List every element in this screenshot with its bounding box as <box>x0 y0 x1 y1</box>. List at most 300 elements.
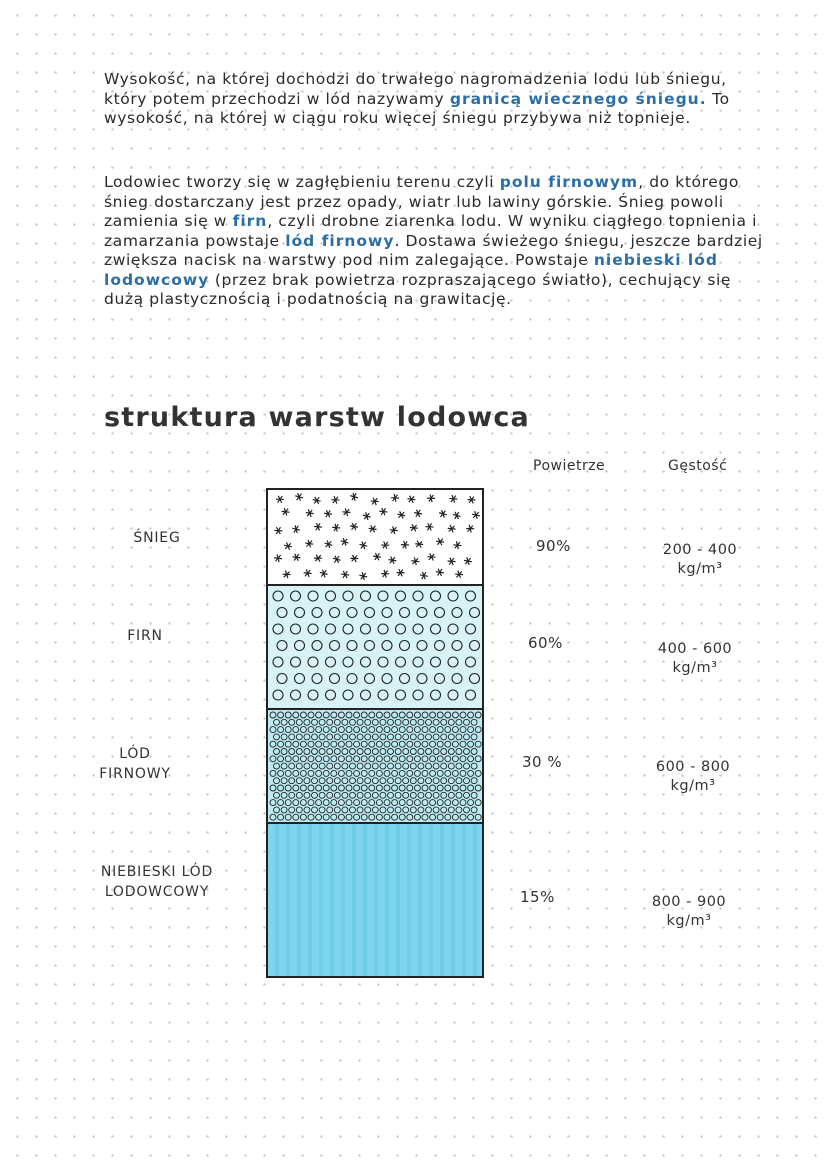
grain-icon <box>475 770 481 776</box>
grain-icon <box>361 624 371 634</box>
grain-icon <box>437 756 443 762</box>
grain-icon <box>291 657 301 667</box>
grain-icon <box>319 807 325 813</box>
grain-icon <box>399 814 405 820</box>
grain-icon <box>448 792 454 798</box>
grain-icon <box>369 741 375 747</box>
snowflake-icon <box>436 538 444 545</box>
grain-icon <box>400 674 410 684</box>
grain-icon <box>471 792 477 798</box>
grain-icon <box>422 770 428 776</box>
snowflake-icon <box>341 571 349 578</box>
grain-icon <box>327 763 333 769</box>
grain-icon <box>274 792 280 798</box>
grain-icon <box>323 741 329 747</box>
grain-icon <box>316 814 322 820</box>
grain-icon <box>331 770 337 776</box>
grain-icon <box>437 770 443 776</box>
grain-icon <box>346 756 352 762</box>
grain-icon <box>293 785 299 791</box>
grain-icon <box>342 778 348 784</box>
grain-icon <box>327 792 333 798</box>
grain-icon <box>319 749 325 755</box>
grain-icon <box>316 800 322 806</box>
grain-icon <box>323 770 329 776</box>
grain-icon <box>430 756 436 762</box>
layer-label-snow: ŚNIEG <box>133 530 181 546</box>
grain-icon <box>460 712 466 718</box>
grain-icon <box>384 756 390 762</box>
grain-icon <box>296 749 302 755</box>
snowflake-icon <box>468 496 476 503</box>
grain-icon <box>291 624 301 634</box>
grain-icon <box>470 674 480 684</box>
grain-icon <box>445 800 451 806</box>
grain-icon <box>296 807 302 813</box>
grain-icon <box>289 807 295 813</box>
grain-icon <box>376 814 382 820</box>
grain-icon <box>338 785 344 791</box>
grain-icon <box>338 800 344 806</box>
paragraph-text: , czyli drobne ziarenka lodu. W wyniku ciągłego topnienia i zamarzania powstaje <box>104 212 757 250</box>
snowflake-icon <box>391 494 399 502</box>
grain-icon <box>342 792 348 798</box>
grain-icon <box>365 719 371 725</box>
grain-icon <box>407 741 413 747</box>
snowflake-icon <box>420 572 428 579</box>
grain-icon <box>441 763 447 769</box>
snowflake-icon <box>466 525 474 533</box>
highlight-term-blue-ice: niebieski lód lodowcowy <box>104 251 718 289</box>
grain-icon <box>426 719 432 725</box>
snowflake-icon <box>284 542 292 549</box>
grain-icon <box>441 778 447 784</box>
grain-icon <box>281 734 287 740</box>
grain-icon <box>422 800 428 806</box>
grain-icon <box>312 749 318 755</box>
grain-icon <box>346 785 352 791</box>
grain-icon <box>456 734 462 740</box>
grain-icon <box>395 734 401 740</box>
grain-icon <box>460 727 466 733</box>
grain-icon <box>316 770 322 776</box>
grain-icon <box>471 763 477 769</box>
grain-icon <box>392 712 398 718</box>
snowflake-icon <box>388 557 396 564</box>
grain-icon <box>308 591 318 601</box>
column-header-density: Gęstość <box>668 458 728 474</box>
grain-icon <box>342 763 348 769</box>
snowflake-icon <box>410 524 418 531</box>
grain-icon <box>289 792 295 798</box>
grain-icon <box>464 749 470 755</box>
grain-icon <box>323 785 329 791</box>
snowflake-icon <box>453 512 461 519</box>
snowflake-icon <box>427 494 435 502</box>
grain-icon <box>414 814 420 820</box>
grain-icon <box>460 756 466 762</box>
grain-icon <box>273 657 283 667</box>
grain-icon <box>384 814 390 820</box>
grain-icon <box>407 712 413 718</box>
grain-icon <box>300 800 306 806</box>
grain-icon <box>418 734 424 740</box>
snowflake-icon <box>313 497 321 504</box>
grain-icon <box>464 734 470 740</box>
grain-icon <box>338 756 344 762</box>
grain-icon <box>293 712 299 718</box>
section-title: struktura warstw lodowca <box>104 402 530 433</box>
snowflake-icon <box>304 569 312 576</box>
grain-icon <box>475 741 481 747</box>
grain-icon <box>350 719 356 725</box>
grain-icon <box>304 734 310 740</box>
grain-icon <box>274 719 280 725</box>
grain-icon <box>475 785 481 791</box>
snowflake-icon <box>306 509 314 516</box>
grain-icon <box>369 770 375 776</box>
grain-icon <box>410 778 416 784</box>
grain-icon <box>388 763 394 769</box>
grain-icon <box>372 763 378 769</box>
grain-icon <box>312 792 318 798</box>
grain-icon <box>380 719 386 725</box>
grain-icon <box>308 770 314 776</box>
grain-icon <box>475 756 481 762</box>
snowflake-icon <box>396 569 404 576</box>
grain-icon <box>300 814 306 820</box>
grain-icon <box>452 800 458 806</box>
snowflake-icon <box>439 510 447 518</box>
grain-icon <box>433 792 439 798</box>
grain-icon <box>296 719 302 725</box>
grain-icon <box>293 727 299 733</box>
snowflake-icon <box>426 523 434 530</box>
grain-icon <box>273 690 283 700</box>
grain-icon <box>343 624 353 634</box>
grain-icon <box>380 749 386 755</box>
grain-icon <box>327 719 333 725</box>
grain-icon <box>384 712 390 718</box>
grain-icon <box>452 674 462 684</box>
grain-icon <box>395 763 401 769</box>
grain-icon <box>372 778 378 784</box>
grain-icon <box>334 719 340 725</box>
grain-icon <box>323 814 329 820</box>
grain-icon <box>365 749 371 755</box>
grain-icon <box>471 807 477 813</box>
grain-icon <box>426 734 432 740</box>
grain-icon <box>326 591 336 601</box>
grain-icon <box>270 712 276 718</box>
grain-icon <box>388 778 394 784</box>
grain-icon <box>319 763 325 769</box>
grain-icon <box>304 719 310 725</box>
grain-icon <box>312 674 322 684</box>
grain-icon <box>281 763 287 769</box>
grain-icon <box>296 792 302 798</box>
grain-icon <box>308 814 314 820</box>
grain-icon <box>316 741 322 747</box>
grain-icon <box>304 763 310 769</box>
grain-icon <box>471 734 477 740</box>
grain-icon <box>357 792 363 798</box>
grain-icon <box>437 800 443 806</box>
snowflake-icon <box>350 555 358 562</box>
density-value-firn: 400 - 600 kg/m³ <box>657 641 733 676</box>
grain-icon <box>346 727 352 733</box>
grain-icon <box>388 734 394 740</box>
grain-icon <box>312 608 322 618</box>
grain-icon <box>418 778 424 784</box>
grain-icon <box>357 734 363 740</box>
grain-icon <box>338 727 344 733</box>
grain-icon <box>334 734 340 740</box>
grain-icon <box>293 800 299 806</box>
grain-icon <box>445 727 451 733</box>
grain-icon <box>430 800 436 806</box>
grain-icon <box>343 657 353 667</box>
grain-icon <box>464 792 470 798</box>
snowflake-icon <box>472 511 480 519</box>
grain-icon <box>376 756 382 762</box>
grain-icon <box>441 749 447 755</box>
grain-icon <box>274 734 280 740</box>
grain-icon <box>331 785 337 791</box>
grain-icon <box>464 778 470 784</box>
grain-icon <box>376 800 382 806</box>
snowflake-icon <box>324 510 332 517</box>
grain-icon <box>452 770 458 776</box>
grain-icon <box>452 756 458 762</box>
grain-icon <box>441 734 447 740</box>
grain-icon <box>382 641 392 651</box>
grain-icon <box>361 727 367 733</box>
snowflake-icon <box>415 541 423 548</box>
grain-icon <box>403 749 409 755</box>
grain-icon <box>369 756 375 762</box>
air-value-firn-ice: 30 % <box>522 753 563 771</box>
grain-icon <box>357 719 363 725</box>
snowflake-pattern <box>268 490 482 584</box>
grain-icon <box>361 785 367 791</box>
grain-icon <box>466 690 476 700</box>
grain-icon <box>414 756 420 762</box>
grain-icon <box>354 800 360 806</box>
grain-icon <box>278 785 284 791</box>
grain-icon <box>304 778 310 784</box>
grain-icon <box>326 690 336 700</box>
grain-icon <box>346 741 352 747</box>
grain-icon <box>365 763 371 769</box>
grain-icon <box>433 807 439 813</box>
grain-icon <box>330 641 340 651</box>
grain-icon <box>327 807 333 813</box>
grain-icon <box>270 814 276 820</box>
grain-icon <box>414 800 420 806</box>
grain-icon <box>365 608 375 618</box>
grain-icon <box>441 807 447 813</box>
grain-icon <box>410 749 416 755</box>
grain-icon <box>380 734 386 740</box>
grain-icon <box>296 763 302 769</box>
grain-icon <box>422 741 428 747</box>
grain-icon <box>304 792 310 798</box>
grain-icon <box>437 727 443 733</box>
grain-icon <box>270 727 276 733</box>
snowflake-icon <box>292 525 300 533</box>
grain-icon <box>437 712 443 718</box>
snowflake-icon <box>350 523 358 530</box>
grain-icon <box>418 763 424 769</box>
grain-icon <box>365 792 371 798</box>
grain-icon <box>400 641 410 651</box>
grain-icon <box>445 712 451 718</box>
grain-icon <box>376 770 382 776</box>
grain-icon <box>413 591 423 601</box>
snowflake-icon <box>333 556 341 563</box>
snowflake-icon <box>414 510 422 517</box>
grain-icon <box>323 727 329 733</box>
grain-icon <box>422 727 428 733</box>
grain-icon <box>403 719 409 725</box>
grain-icon <box>475 814 481 820</box>
grain-icon <box>289 763 295 769</box>
grain-icon <box>382 674 392 684</box>
grain-icon <box>430 727 436 733</box>
grain-icon <box>445 756 451 762</box>
grain-icon <box>289 778 295 784</box>
grain-icon <box>456 807 462 813</box>
grain-icon <box>308 756 314 762</box>
grain-icon <box>270 770 276 776</box>
snowflake-icon <box>369 525 377 532</box>
grain-icon <box>372 749 378 755</box>
grain-icon <box>295 641 305 651</box>
grain-icon <box>291 690 301 700</box>
grain-icon <box>361 712 367 718</box>
paragraph-text: Wysokość, na której dochodzi do trwałego nagromadzenia lodu lub śniegu, który potem przechodzi w lód nazywamy <box>104 70 727 108</box>
grain-icon <box>361 756 367 762</box>
grain-icon <box>295 608 305 618</box>
grain-icon <box>354 741 360 747</box>
grain-icon <box>392 770 398 776</box>
grain-icon <box>357 778 363 784</box>
grain-icon <box>281 719 287 725</box>
grain-icon <box>378 591 388 601</box>
snowflake-icon <box>455 571 463 579</box>
snowflake-icon <box>314 523 322 530</box>
grain-icon <box>452 608 462 618</box>
grain-icon <box>308 727 314 733</box>
grain-icon <box>289 734 295 740</box>
grain-icon <box>448 719 454 725</box>
grain-icon <box>468 741 474 747</box>
grain-icon <box>431 591 441 601</box>
snowflake-icon <box>371 498 379 505</box>
layer-blue-ice <box>268 824 482 978</box>
snowflake-icon <box>379 508 387 515</box>
grain-icon <box>471 778 477 784</box>
grain-icon <box>413 690 423 700</box>
grain-icon <box>460 785 466 791</box>
grain-icon <box>338 770 344 776</box>
grain-icon <box>430 814 436 820</box>
grain-icon <box>304 807 310 813</box>
grain-icon <box>327 749 333 755</box>
grain-icon <box>430 712 436 718</box>
grain-icon <box>470 641 480 651</box>
grain-icon <box>448 749 454 755</box>
grain-icon <box>396 591 406 601</box>
grain-icon <box>343 591 353 601</box>
grain-icon <box>426 778 432 784</box>
snowflake-icon <box>282 508 290 516</box>
grain-icon <box>331 712 337 718</box>
grain-icon <box>300 741 306 747</box>
grain-icon <box>448 763 454 769</box>
grain-icon <box>399 770 405 776</box>
grain-icon <box>285 770 291 776</box>
snowflake-icon <box>350 493 358 501</box>
grain-icon <box>414 727 420 733</box>
grain-icon <box>316 756 322 762</box>
grain-icon <box>471 749 477 755</box>
grain-icon <box>399 785 405 791</box>
grain-icon <box>388 807 394 813</box>
grain-icon <box>407 785 413 791</box>
grain-icon <box>417 674 427 684</box>
grain-icon <box>422 814 428 820</box>
grain-icon <box>350 792 356 798</box>
grain-icon <box>460 770 466 776</box>
snowflake-icon <box>401 541 409 549</box>
grain-icon <box>369 800 375 806</box>
grain-icon <box>308 712 314 718</box>
grain-icon <box>395 807 401 813</box>
grain-icon <box>342 734 348 740</box>
grain-icon <box>410 734 416 740</box>
grain-icon <box>470 608 480 618</box>
snowflake-icon <box>274 554 282 562</box>
grain-icon <box>407 727 413 733</box>
grain-icon <box>445 770 451 776</box>
grain-icon <box>331 727 337 733</box>
grain-icon <box>376 741 382 747</box>
grain-icon <box>388 792 394 798</box>
grain-icon <box>460 741 466 747</box>
grain-icon <box>334 763 340 769</box>
highlight-term-firn: firn <box>232 212 268 230</box>
grain-icon <box>308 741 314 747</box>
grain-icon <box>308 800 314 806</box>
snowflake-icon <box>397 511 405 518</box>
grain-icon <box>326 657 336 667</box>
grain-icon <box>300 785 306 791</box>
grain-icon <box>346 770 352 776</box>
grain-icon <box>278 712 284 718</box>
grain-icon <box>399 756 405 762</box>
grain-icon <box>372 792 378 798</box>
grain-icon <box>380 807 386 813</box>
density-value-blue-ice: 800 - 900 kg/m³ <box>651 894 727 929</box>
grain-icon <box>433 719 439 725</box>
grain-icon <box>437 785 443 791</box>
grain-icon <box>312 763 318 769</box>
grain-icon <box>448 624 458 634</box>
grain-icon <box>418 719 424 725</box>
grain-icon <box>308 785 314 791</box>
